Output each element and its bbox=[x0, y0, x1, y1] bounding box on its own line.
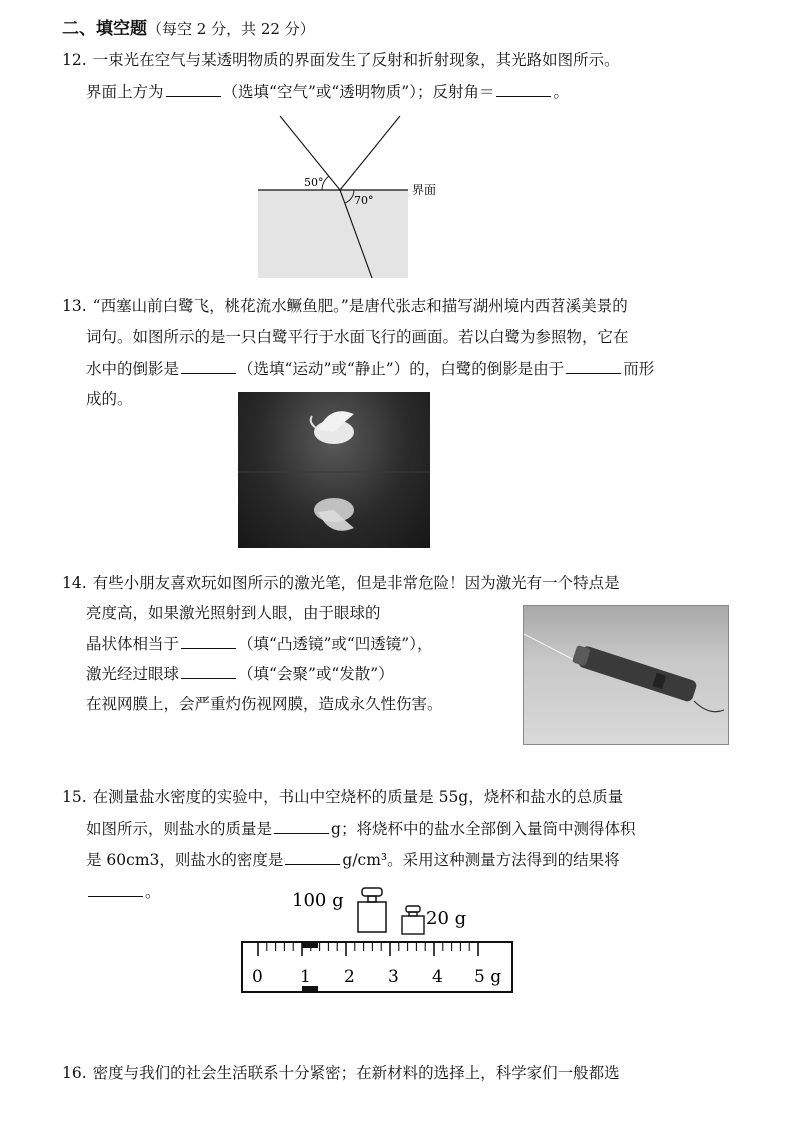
balance-figure bbox=[238, 880, 518, 1000]
scale-label-3: 3 bbox=[388, 967, 399, 987]
q16-number: 16. bbox=[62, 1064, 87, 1082]
q12-text2b: （选填“空气”或“透明物质”）；反射角＝ bbox=[222, 83, 495, 101]
answer-blank[interactable] bbox=[181, 632, 236, 649]
answer-blank[interactable] bbox=[166, 80, 221, 97]
angle-label-70: 70° bbox=[354, 194, 374, 207]
q13-text3c: 而形 bbox=[623, 360, 655, 378]
q12-number: 12. bbox=[62, 51, 87, 69]
q15-text1: 在测量盐水密度的实验中，书山中空烧杯的质量是 55g，烧杯和盐水的总质量 bbox=[92, 788, 624, 806]
q14-line1 bbox=[62, 572, 620, 594]
laser-pen-body bbox=[577, 645, 698, 703]
angle-label-50: 50° bbox=[304, 176, 324, 189]
q13-text1: “西塞山前白鹭飞，桃花流水鳜鱼肥。”是唐代张志和描写湖州境内西苕溪美景的 bbox=[92, 297, 628, 315]
q15-number: 15. bbox=[62, 788, 87, 806]
answer-blank[interactable] bbox=[88, 880, 143, 897]
q13-text3b: （选填“运动”或“静止”）的，白鹭的倒影是由于 bbox=[238, 360, 565, 378]
answer-blank[interactable] bbox=[274, 817, 329, 834]
q15-line2 bbox=[86, 817, 635, 840]
q12-text2a: 界面上方为 bbox=[86, 83, 164, 101]
q12-line2 bbox=[86, 80, 569, 103]
q14-text3a: 晶状体相当于 bbox=[86, 635, 180, 653]
q14-text1: 有些小朋友喜欢玩如图所示的激光笔，但是非常危险！因为激光有一个特点是 bbox=[92, 574, 620, 592]
q12-text1: 一束光在空气与某透明物质的界面发生了反射和折射现象，其光路如图所示。 bbox=[92, 51, 620, 69]
light-path-diagram bbox=[250, 112, 450, 282]
q13-line3 bbox=[86, 357, 654, 380]
q15-text4: 。 bbox=[145, 883, 161, 901]
q15-line4 bbox=[86, 880, 161, 903]
answer-blank[interactable] bbox=[181, 357, 236, 374]
scale-label-0: 0 bbox=[252, 967, 263, 987]
weight-label-100g: 100 g bbox=[292, 890, 344, 911]
scale-label-4: 4 bbox=[432, 967, 443, 987]
laser-pen bbox=[571, 643, 698, 703]
section-title-main: 二、填空题 bbox=[62, 19, 147, 39]
q14-number: 14. bbox=[62, 574, 87, 592]
scale-label-2: 2 bbox=[344, 967, 355, 987]
q15-text3a: 是 60cm3，则盐水的密度是 bbox=[86, 851, 284, 869]
laser-pen-strap bbox=[694, 701, 724, 712]
scale-label-1: 1 bbox=[300, 967, 311, 987]
q14-line5 bbox=[86, 693, 443, 715]
q14-line2 bbox=[86, 602, 381, 624]
answer-blank[interactable] bbox=[496, 80, 551, 97]
interface-label: 界面 bbox=[412, 183, 437, 197]
q14-text2: 亮度高，如果激光照射到人眼，由于眼球的 bbox=[86, 604, 381, 622]
q13-line2 bbox=[86, 326, 629, 348]
q12-line1 bbox=[62, 49, 620, 71]
q13-line4 bbox=[86, 388, 133, 410]
balance-scale bbox=[242, 942, 512, 992]
q15-line1 bbox=[62, 786, 623, 808]
medium-region bbox=[258, 190, 408, 278]
q13-line1 bbox=[62, 295, 628, 317]
section-title-sub: （每空 2 分，共 22 分） bbox=[147, 20, 315, 38]
q14-text4a: 激光经过眼球 bbox=[86, 665, 180, 683]
q16-line1 bbox=[62, 1062, 620, 1084]
laser-pointer-image bbox=[524, 606, 728, 744]
q14-text3b: （填“凸透镜”或“凹透镜”）， bbox=[238, 635, 433, 653]
q13-number: 13. bbox=[62, 297, 87, 315]
q15-text2b: g；将烧杯中的盐水全部倒入量筒中测得体积 bbox=[331, 820, 636, 838]
q16-text1: 密度与我们的社会生活联系十分紧密；在新材料的选择上，科学家们一般都选 bbox=[92, 1064, 620, 1082]
egret-photo bbox=[238, 392, 430, 548]
q15-line3 bbox=[86, 848, 620, 871]
q14-line3 bbox=[86, 632, 432, 655]
q14-text5: 在视网膜上，会严重灼伤视网膜，造成永久性伤害。 bbox=[86, 695, 443, 713]
q15-text3b: g/cm³。采用这种测量方法得到的结果将 bbox=[342, 851, 620, 869]
scale-label-5: 5 g bbox=[474, 967, 502, 987]
laser-pointer-photo bbox=[523, 605, 729, 745]
rider-top bbox=[302, 942, 318, 948]
q13-text2: 词句。如图所示的是一只白鹭平行于水面飞行的画面。若以白鹭为参照物，它在 bbox=[86, 328, 629, 346]
answer-blank[interactable] bbox=[566, 357, 621, 374]
scale-ticks bbox=[258, 942, 478, 956]
q14-line4 bbox=[86, 662, 394, 685]
egret-image bbox=[238, 392, 430, 548]
q12-text2c: 。 bbox=[553, 83, 569, 101]
reflected-ray bbox=[340, 116, 400, 190]
q13-text3a: 水中的倒影是 bbox=[86, 360, 180, 378]
q15-text2a: 如图所示，则盐水的质量是 bbox=[86, 820, 273, 838]
answer-blank[interactable] bbox=[285, 848, 340, 865]
q14-text4b: （填“会聚”或“发散”） bbox=[238, 665, 394, 683]
weight-label-20g: 20 g bbox=[426, 908, 467, 929]
weight-20g bbox=[402, 906, 424, 934]
q13-text4: 成的。 bbox=[86, 390, 133, 408]
section-title bbox=[62, 14, 315, 39]
answer-blank[interactable] bbox=[181, 662, 236, 679]
egret-neck bbox=[311, 416, 316, 428]
scale-border bbox=[242, 942, 512, 992]
weight-100g bbox=[358, 888, 386, 932]
